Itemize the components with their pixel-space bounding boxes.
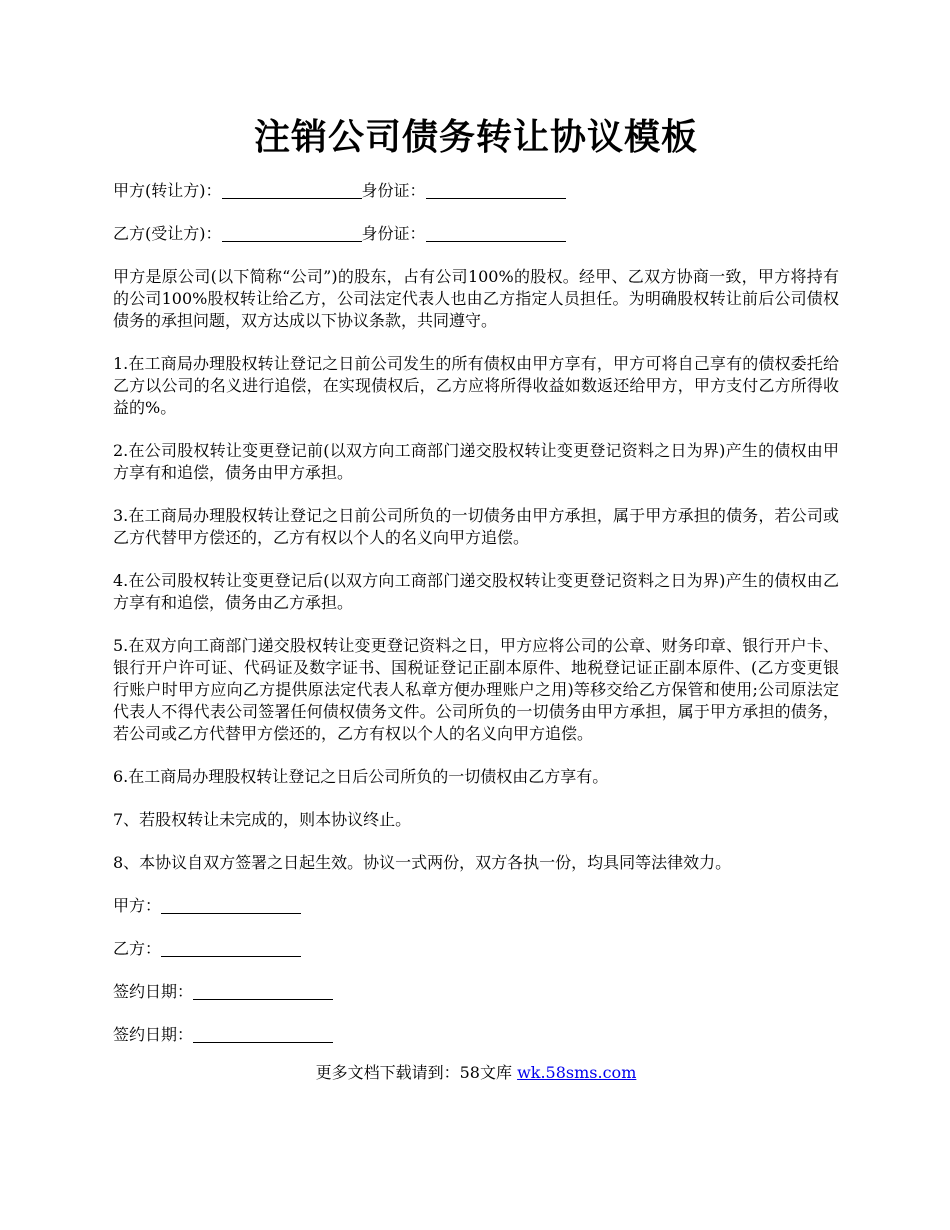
signing-date-2-label: 签约日期： bbox=[113, 1025, 194, 1044]
party-b-id-label: 身份证： bbox=[361, 224, 426, 243]
party-b-name-blank bbox=[222, 225, 362, 242]
footer-link[interactable]: wk.58sms.com bbox=[517, 1063, 637, 1082]
signing-date-1-blank bbox=[193, 983, 333, 1000]
party-b-label: 乙方(受让方)： bbox=[113, 224, 222, 243]
party-a-label: 甲方(转让方)： bbox=[113, 181, 222, 200]
clause-7: 7、若股权转让未完成的，则本协议终止。 bbox=[113, 810, 412, 829]
clause-4: 4.在公司股权转让变更登记后(以双方向工商部门递交股权转让变更登记资料之日为界)产生的债权由乙方享有和追偿，债务由乙方承担。 bbox=[113, 571, 839, 612]
signing-date-1-label: 签约日期： bbox=[113, 982, 194, 1001]
party-a-line bbox=[113, 180, 839, 202]
signing-date-1 bbox=[113, 981, 839, 1003]
party-b-line bbox=[113, 223, 839, 245]
party-b-id-blank bbox=[426, 225, 566, 242]
clause-3: 3.在工商局办理股权转让登记之日前公司所负的一切债务由甲方承担，属于甲方承担的债务，若公司或乙方代替甲方偿还的，乙方有权以个人的名义向甲方追偿。 bbox=[113, 506, 839, 547]
signing-date-2-blank bbox=[193, 1026, 333, 1043]
party-a-id-label: 身份证： bbox=[361, 181, 426, 200]
clause-2: 2.在公司股权转让变更登记前(以双方向工商部门递交股权转让变更登记资料之日为界)产生的债权由甲方享有和追偿，债务由甲方承担。 bbox=[113, 441, 839, 482]
clause-6: 6.在工商局办理股权转让登记之日后公司所负的一切债权由乙方享有。 bbox=[113, 767, 609, 786]
signature-party-b bbox=[113, 938, 839, 960]
signature-party-a bbox=[113, 895, 839, 917]
footer-text: 更多文档下载请到：58文库 bbox=[315, 1063, 518, 1082]
party-a-name-blank bbox=[222, 182, 362, 199]
footer bbox=[113, 1062, 839, 1084]
clause-1: 1.在工商局办理股权转让登记之日前公司发生的所有债权由甲方享有，甲方可将自己享有的债权委托给乙方以公司的名义进行追偿，在实现债权后，乙方应将所得收益如数返还给甲方，甲方支付乙方所得收益的%。 bbox=[113, 354, 839, 417]
signature-party-b-blank bbox=[161, 940, 301, 957]
signing-date-2 bbox=[113, 1024, 839, 1046]
party-a-id-blank bbox=[426, 182, 566, 199]
signature-party-b-label: 乙方： bbox=[113, 939, 162, 958]
clause-5: 5.在双方向工商部门递交股权转让变更登记资料之日，甲方应将公司的公章、财务印章、银行开户卡、银行开户许可证、代码证及数字证书、国税证登记正副本原件、地税登记证正副本原件、(乙方变更银行账户时甲方应向乙方提供原法定代表人私章方便办理账户之用)等移交给乙方保管和使用;公司原法定代表人不得代表公司签署任何债权债务文件。公司所负的一切债务由甲方承担，属于甲方承担的债务，若公司或乙方代替甲方偿还的，乙方有权以个人的名义向甲方追偿。 bbox=[113, 636, 839, 743]
document-title: 注销公司债务转让协议模板 bbox=[253, 116, 698, 158]
signature-party-a-label: 甲方： bbox=[113, 896, 162, 915]
clause-8: 8、本协议自双方签署之日起生效。协议一式两份，双方各执一份，均具同等法律效力。 bbox=[113, 853, 732, 872]
signature-party-a-blank bbox=[161, 897, 301, 914]
intro-paragraph: 甲方是原公司(以下简称“公司”)的股东，占有公司100%的股权。经甲、乙双方协商一致，甲方将持有的公司100%股权转让给乙方，公司法定代表人也由乙方指定人员担任。为明确股权转让前后公司债权债务的承担问题，双方达成以下协议条款，共同遵守。 bbox=[113, 267, 839, 330]
document-body bbox=[113, 180, 839, 1067]
